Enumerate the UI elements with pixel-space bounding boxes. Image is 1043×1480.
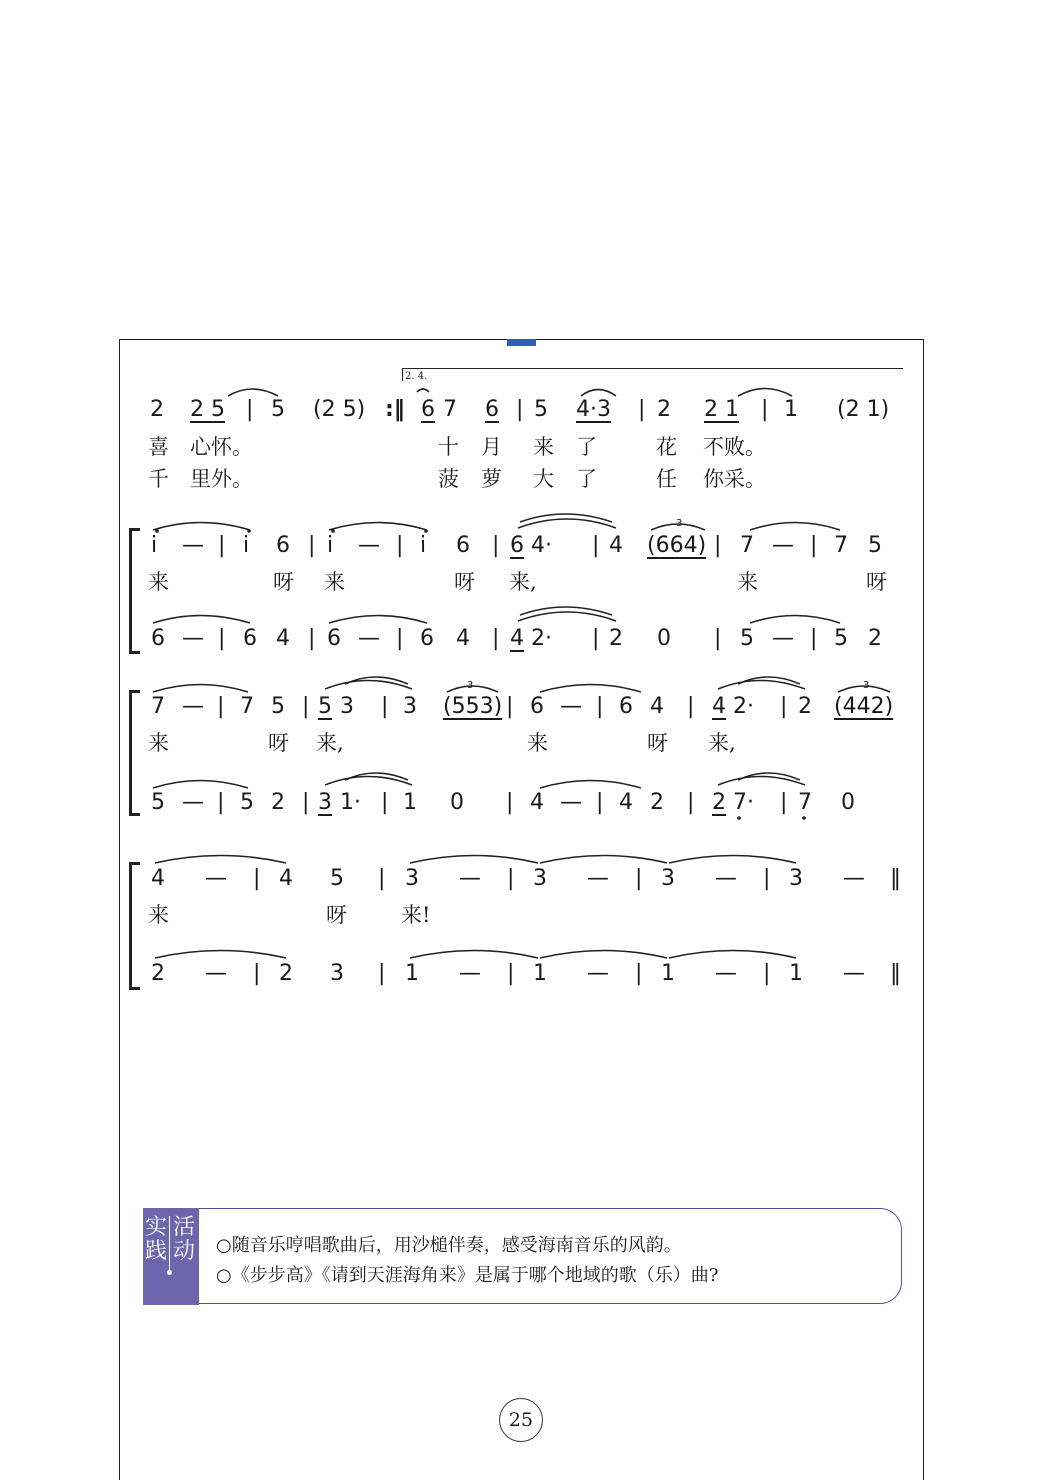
dash: — <box>459 961 481 986</box>
high-octave-dot <box>424 529 428 533</box>
slur <box>838 686 890 692</box>
tag-dot <box>167 1270 172 1275</box>
note: 4·3 <box>576 397 611 422</box>
note: 7 <box>240 694 254 719</box>
barline: | <box>592 626 600 651</box>
barline: | <box>396 533 404 558</box>
note: 6 <box>456 533 470 558</box>
lyric: 来 <box>148 570 169 594</box>
barline: | <box>507 866 515 891</box>
note: 5 <box>330 866 344 891</box>
lyric: 呀 <box>268 731 289 755</box>
slur <box>228 389 278 396</box>
slur <box>155 856 286 864</box>
volta-label: 2. 4. <box>405 371 428 382</box>
note: 5 <box>834 626 848 651</box>
note: 2 <box>271 790 285 815</box>
note: 3 <box>318 790 332 815</box>
lyric: 里外。 <box>190 467 253 491</box>
high-octave-dot <box>331 529 335 533</box>
lyric: 呀 <box>866 570 887 594</box>
dash: — <box>772 533 794 558</box>
dash: — <box>205 961 227 986</box>
note: 6 <box>276 533 290 558</box>
note: 6 <box>530 694 544 719</box>
slur <box>410 951 538 959</box>
note: 7 <box>834 533 848 558</box>
note: 4 <box>650 694 664 719</box>
dash: — <box>182 626 204 651</box>
barline: | <box>308 626 316 651</box>
page-number: 25 <box>499 1398 543 1442</box>
note: 4 <box>609 533 623 558</box>
note: 6 <box>421 397 435 422</box>
note: 6 <box>243 626 257 651</box>
slur <box>447 686 498 692</box>
barline: | <box>302 694 310 719</box>
lyric: 来, <box>509 570 537 594</box>
dash: — <box>843 961 865 986</box>
lyric: 萝 <box>481 467 502 491</box>
note: 7· <box>733 790 754 815</box>
note: 1 <box>533 961 547 986</box>
note: 2 <box>151 961 165 986</box>
note: 4 <box>530 790 544 815</box>
note: 3 <box>533 866 547 891</box>
slur <box>750 616 840 624</box>
note: 1· <box>340 790 361 815</box>
note: 5 <box>151 790 165 815</box>
dash: — <box>587 866 609 891</box>
triplet: (664) <box>647 533 707 558</box>
dash: — <box>459 866 481 891</box>
triplet: (553) <box>443 694 503 719</box>
note: 5 <box>318 694 332 719</box>
note: 7 <box>740 533 754 558</box>
slur <box>153 523 250 531</box>
note: 1 <box>784 397 798 422</box>
lyric: 呀 <box>326 903 347 927</box>
note: 2 <box>650 790 664 815</box>
note: 2 <box>609 626 623 651</box>
note: 2· <box>733 694 754 719</box>
low-octave-dot <box>802 816 806 820</box>
note: 5 <box>740 626 754 651</box>
slur <box>520 607 612 615</box>
barline: | <box>714 626 722 651</box>
lyric: 你采。 <box>703 467 766 491</box>
slur <box>518 612 616 621</box>
rest: 0 <box>841 790 855 815</box>
dash: — <box>560 790 582 815</box>
barline: | <box>308 533 316 558</box>
barline: | <box>378 961 386 986</box>
high-octave-dot <box>247 529 251 533</box>
low-octave-dot <box>737 816 741 820</box>
barline: | <box>516 397 524 422</box>
barline: | <box>761 397 769 422</box>
note: 6 <box>485 397 499 422</box>
barline: | <box>302 790 310 815</box>
note: 1 <box>403 790 417 815</box>
lyric: 花 <box>656 435 677 459</box>
barline: | <box>218 533 226 558</box>
slur <box>518 519 616 528</box>
barline: | <box>810 533 818 558</box>
note: 4· <box>531 533 552 558</box>
lyric: 了 <box>576 467 597 491</box>
barline: | <box>635 961 643 986</box>
triplet: (442) <box>834 694 894 719</box>
note: 6 <box>420 626 434 651</box>
note: 4 <box>510 626 524 651</box>
slur <box>581 390 616 397</box>
rest: 0 <box>657 626 671 651</box>
lyric: 呀 <box>647 731 668 755</box>
note: 6 <box>510 533 524 558</box>
note: 4 <box>151 866 165 891</box>
tag-char: 践 <box>145 1239 168 1264</box>
note: 5 <box>271 397 285 422</box>
lyric: 呀 <box>454 570 475 594</box>
note: 3 <box>403 694 417 719</box>
slur <box>750 523 840 531</box>
slur <box>540 856 667 864</box>
lyric: 来! <box>401 903 431 927</box>
tag-char: 活 <box>173 1215 196 1240</box>
note: 3 <box>405 866 419 891</box>
slur <box>738 389 792 397</box>
lyric: 来 <box>148 731 169 755</box>
note: 5 <box>240 790 254 815</box>
dash: — <box>587 961 609 986</box>
note: i <box>420 533 427 558</box>
barline: | <box>638 397 646 422</box>
note: 4 <box>619 790 633 815</box>
note: 3 <box>340 694 354 719</box>
activity-line-2: ○《步步高》《请到天涯海角来》是属于哪个地域的歌（乐）曲? <box>216 1265 719 1286</box>
activity-line-1: ○随音乐哼唱歌曲后，用沙槌伴奏，感受海南音乐的风韵。 <box>216 1235 682 1256</box>
dash: — <box>715 961 737 986</box>
note: 4 <box>456 626 470 651</box>
slur <box>669 856 796 864</box>
note: i <box>327 533 334 558</box>
slur <box>410 856 538 864</box>
slur <box>718 681 805 690</box>
dash: — <box>358 626 380 651</box>
slur-group <box>153 389 890 959</box>
lyric: 来, <box>316 731 344 755</box>
lyric: 呀 <box>273 570 294 594</box>
dash: — <box>182 790 204 815</box>
lyric: 菠 <box>438 467 459 491</box>
lyric: 了 <box>576 435 597 459</box>
note: 2 <box>798 694 812 719</box>
slur <box>718 777 805 786</box>
dot-group <box>155 529 806 820</box>
slur <box>540 685 641 693</box>
note: 7 <box>798 790 812 815</box>
tag-char: 动 <box>173 1239 196 1264</box>
slur <box>329 616 427 624</box>
note: i <box>151 533 158 558</box>
note: 6 <box>327 626 341 651</box>
slur <box>155 951 286 959</box>
note: 2 <box>279 961 293 986</box>
barline: | <box>246 397 254 422</box>
slur <box>417 389 429 392</box>
barline: | <box>763 961 771 986</box>
barline: | <box>381 790 389 815</box>
slur <box>153 685 248 693</box>
slur <box>651 524 705 530</box>
note: 1 <box>405 961 419 986</box>
lyric: 来 <box>324 570 345 594</box>
barline: | <box>592 533 600 558</box>
barline: | <box>635 866 643 891</box>
barline: | <box>507 961 515 986</box>
lyric: 喜 <box>148 435 169 459</box>
barline: | <box>217 790 225 815</box>
dash: — <box>560 694 582 719</box>
note: 3 <box>330 961 344 986</box>
dash: — <box>772 626 794 651</box>
note: 2 1 <box>704 397 739 422</box>
note: 2 <box>657 397 671 422</box>
lyric: 十 <box>438 435 459 459</box>
note: 6 <box>151 626 165 651</box>
dash: — <box>182 694 204 719</box>
lyric: 来, <box>708 731 736 755</box>
barline: | <box>596 694 604 719</box>
lyric: 千 <box>148 467 169 491</box>
note: 7 <box>443 397 457 422</box>
barline: | <box>381 694 389 719</box>
dash: — <box>715 866 737 891</box>
note: i <box>243 533 250 558</box>
dash: — <box>358 533 380 558</box>
triplet-mark: 3 <box>467 680 474 691</box>
final-barline: ‖ <box>890 866 901 891</box>
lyric: 来 <box>527 731 548 755</box>
high-octave-dot <box>155 529 159 533</box>
dash: — <box>205 866 227 891</box>
barline: | <box>780 790 788 815</box>
note: 2· <box>531 626 552 651</box>
rest: 0 <box>450 790 464 815</box>
note: 3 <box>661 866 675 891</box>
lyric: 来 <box>533 435 554 459</box>
slur <box>153 781 248 789</box>
barline: | <box>218 626 226 651</box>
note: 1 <box>661 961 675 986</box>
lyric: 月 <box>481 435 502 459</box>
note: 4 <box>712 694 726 719</box>
slur <box>329 523 427 531</box>
note: 4 <box>279 866 293 891</box>
note: 1 <box>789 961 803 986</box>
barline: | <box>492 626 500 651</box>
barline: | <box>714 533 722 558</box>
dash: — <box>843 866 865 891</box>
lyric: 来 <box>148 903 169 927</box>
barline: | <box>506 790 514 815</box>
tag-divider <box>169 1216 170 1272</box>
barline: | <box>596 790 604 815</box>
lyric: 心怀。 <box>190 435 253 459</box>
barline: | <box>810 626 818 651</box>
note: 2 <box>150 397 164 422</box>
lyric: 来 <box>737 570 758 594</box>
slur <box>669 951 796 959</box>
slur <box>540 951 667 959</box>
barline: | <box>763 866 771 891</box>
barline: | <box>396 626 404 651</box>
note: 5 <box>534 397 548 422</box>
tag-char: 实 <box>145 1215 168 1240</box>
barline: | <box>506 694 514 719</box>
lyric: 任 <box>656 467 677 491</box>
note: (2 1) <box>837 397 890 422</box>
lyric: 大 <box>533 467 554 491</box>
slur <box>520 514 612 522</box>
note: 3 <box>789 866 803 891</box>
note: 2 5 <box>190 397 225 422</box>
lyric: 不败。 <box>703 435 766 459</box>
note: 2 <box>868 626 882 651</box>
note: (2 5) <box>313 397 366 422</box>
barline: | <box>253 961 261 986</box>
barline: | <box>780 694 788 719</box>
note: 2 <box>712 790 726 815</box>
note: 5 <box>868 533 882 558</box>
barline: | <box>687 694 695 719</box>
triplet-mark: 3 <box>676 518 683 529</box>
dash: — <box>182 533 204 558</box>
barline: | <box>492 533 500 558</box>
slur <box>540 781 641 789</box>
slur <box>325 681 412 690</box>
note: 6 <box>619 694 633 719</box>
final-barline: ‖ <box>890 961 901 986</box>
triplet-mark: 3 <box>863 680 870 691</box>
repeat-sign: :‖ <box>385 397 405 422</box>
barline: | <box>217 694 225 719</box>
barline: | <box>687 790 695 815</box>
barline: | <box>378 866 386 891</box>
barline: | <box>253 866 261 891</box>
activity-tag <box>143 1208 199 1305</box>
slur <box>153 616 250 624</box>
note: 7 <box>151 694 165 719</box>
note: 5 <box>271 694 285 719</box>
slur <box>325 777 412 786</box>
note: 4 <box>276 626 290 651</box>
